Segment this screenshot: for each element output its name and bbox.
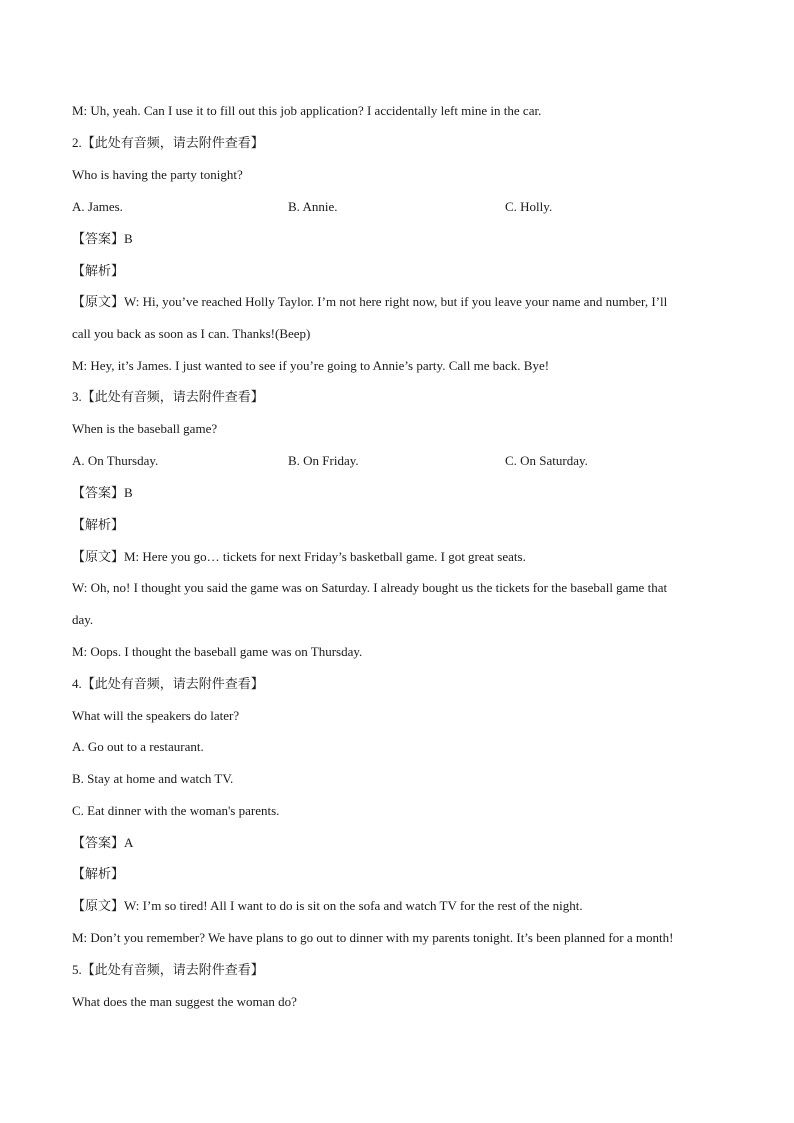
question-3-text: When is the baseball game?: [72, 421, 218, 436]
question-3-transcript-line: M: Oops. I thought the baseball game was on Thursday.: [72, 644, 363, 659]
question-4-transcript-line: M: Don’t you remember? We have plans to go out to dinner with my parents tonight. It’s been planned for a month!: [72, 930, 674, 945]
question-4-option-c: C. Eat dinner with the woman's parents.: [72, 803, 280, 818]
question-4-transcript-line: 【原文】W: I’m so tired! All I want to do is sit on the sofa and watch TV for the rest of the night.: [72, 898, 583, 913]
question-4-option-a: A. Go out to a restaurant.: [72, 739, 204, 754]
question-2-option-c: C. Holly.: [505, 199, 553, 214]
question-5-title: 5.【此处有音频，请去附件查看】: [72, 962, 264, 977]
question-3-title: 3.【此处有音频，请去附件查看】: [72, 389, 264, 404]
question-2-text: Who is having the party tonight?: [72, 167, 243, 182]
question-4-option-b: B. Stay at home and watch TV.: [72, 771, 234, 786]
question-3-transcript-line: W: Oh, no! I thought you said the game was on Saturday. I already bought us the tickets for the baseball game that: [72, 580, 668, 595]
question-2-transcript-line: 【原文】W: Hi, you’ve reached Holly Taylor. I’m not here right now, but if you leave your name and number, I’ll: [72, 294, 668, 309]
question-4-analysis-label: 【解析】: [72, 866, 125, 881]
question-4-answer: 【答案】A: [72, 835, 134, 850]
question-2-transcript-line: call you back as soon as I can. Thanks!(Beep): [72, 326, 311, 341]
question-2-transcript-line: M: Hey, it’s James. I just wanted to see if you’re going to Annie’s party. Call me back. Bye!: [72, 358, 550, 373]
question-3-transcript-line: day.: [72, 612, 94, 627]
question-2-title: 2.【此处有音频，请去附件查看】: [72, 135, 264, 150]
question-2-answer: 【答案】B: [72, 231, 133, 246]
question-2-analysis-label: 【解析】: [72, 263, 125, 278]
question-3-answer: 【答案】B: [72, 485, 133, 500]
question-4-text: What will the speakers do later?: [72, 708, 240, 723]
dialogue-line: M: Uh, yeah. Can I use it to fill out this job application? I accidentally left mine in the car.: [72, 103, 542, 118]
question-3-analysis-label: 【解析】: [72, 517, 125, 532]
question-2-options: [72, 199, 732, 215]
question-5-text: What does the man suggest the woman do?: [72, 994, 297, 1009]
question-4-title: 4.【此处有音频，请去附件查看】: [72, 676, 264, 691]
question-3-transcript-line: 【原文】M: Here you go… tickets for next Friday’s basketball game. I got great seats.: [72, 549, 526, 564]
question-3-option-a: A. On Thursday.: [72, 453, 159, 468]
question-3-option-c: C. On Saturday.: [505, 453, 588, 468]
question-2-option-b: B. Annie.: [288, 199, 338, 214]
question-3-option-b: B. On Friday.: [288, 453, 359, 468]
question-3-options: [72, 453, 732, 469]
question-2-option-a: A. James.: [72, 199, 123, 214]
